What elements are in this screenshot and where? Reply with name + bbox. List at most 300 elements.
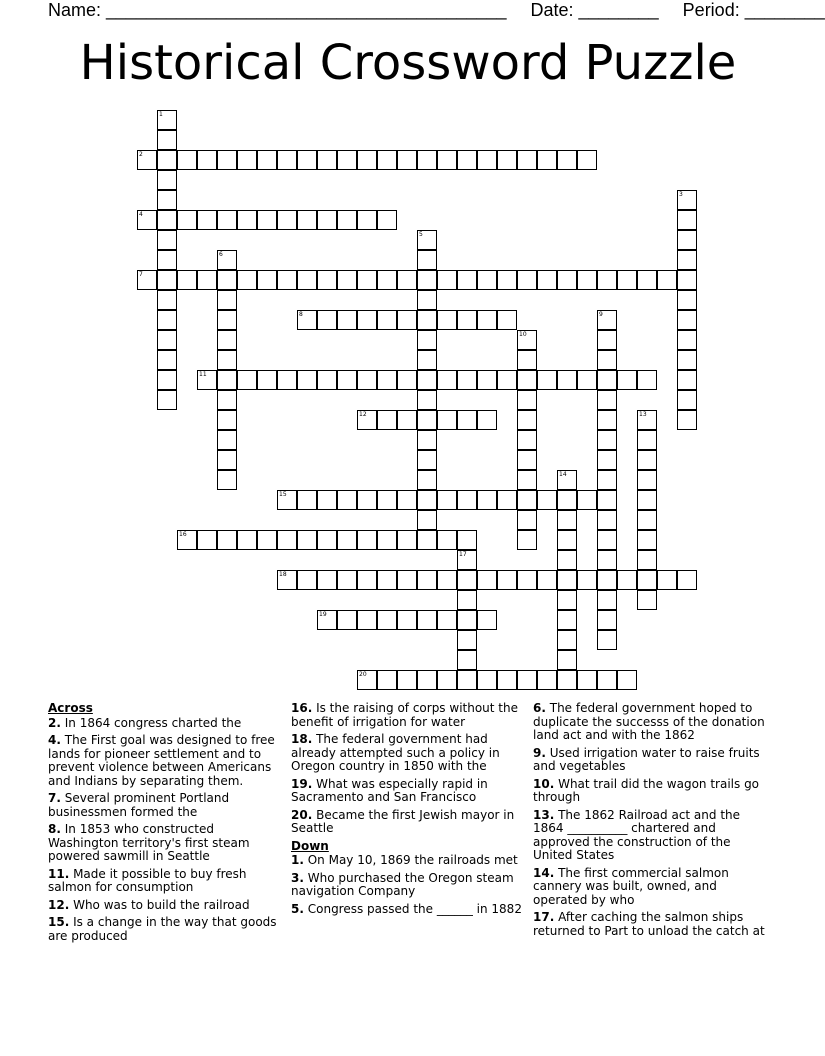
grid-cell[interactable] [597, 310, 617, 330]
grid-cell[interactable] [457, 410, 477, 430]
grid-cell[interactable] [497, 670, 517, 690]
grid-cell[interactable] [677, 410, 697, 430]
grid-cell[interactable] [457, 150, 477, 170]
grid-cell[interactable] [397, 150, 417, 170]
grid-cell[interactable] [637, 470, 657, 490]
grid-cell[interactable] [277, 370, 297, 390]
grid-cell[interactable] [617, 370, 637, 390]
grid-cell[interactable] [417, 330, 437, 350]
grid-cell[interactable] [137, 270, 157, 290]
grid-cell[interactable] [577, 570, 597, 590]
grid-cell[interactable] [597, 390, 617, 410]
grid-cell[interactable] [257, 530, 277, 550]
clue-number: 19. [291, 776, 313, 791]
grid-cell[interactable] [237, 210, 257, 230]
grid-cell[interactable] [477, 150, 497, 170]
grid-cell[interactable] [417, 410, 437, 430]
grid-cell[interactable] [377, 570, 397, 590]
grid-cell[interactable] [217, 410, 237, 430]
grid-cell[interactable] [577, 270, 597, 290]
grid-cell[interactable] [197, 210, 217, 230]
grid-cell[interactable] [557, 670, 577, 690]
clue-number: 18. [291, 732, 313, 746]
grid-cell[interactable] [277, 530, 297, 550]
grid-cell[interactable] [537, 370, 557, 390]
grid-cell[interactable] [417, 670, 437, 690]
clue-text: The federal government had already attempted such a policy in Oregon country in 1850 with the [291, 732, 500, 773]
grid-cell[interactable] [557, 490, 577, 510]
grid-cell[interactable] [137, 210, 157, 230]
grid-cell[interactable] [417, 230, 437, 250]
grid-cell[interactable] [337, 370, 357, 390]
grid-cell[interactable] [497, 370, 517, 390]
grid-cell[interactable] [297, 490, 317, 510]
grid-cell[interactable] [597, 630, 617, 650]
grid-cell[interactable] [217, 430, 237, 450]
grid-cell[interactable] [217, 290, 237, 310]
grid-cell[interactable] [397, 610, 417, 630]
grid-cell[interactable] [357, 310, 377, 330]
grid-cell[interactable] [477, 410, 497, 430]
grid-cell[interactable] [217, 370, 237, 390]
grid-cell[interactable] [597, 410, 617, 430]
grid-cell[interactable] [177, 150, 197, 170]
grid-cell[interactable] [317, 310, 337, 330]
clue-text: Who was to build the railroad [69, 897, 250, 912]
grid-cell[interactable] [317, 530, 337, 550]
grid-cell[interactable] [597, 430, 617, 450]
grid-cell[interactable] [497, 150, 517, 170]
grid-cell[interactable] [637, 430, 657, 450]
grid-cell[interactable] [357, 670, 377, 690]
grid-cell[interactable] [597, 670, 617, 690]
grid-cell[interactable] [537, 490, 557, 510]
grid-cell[interactable] [577, 370, 597, 390]
grid-cell[interactable] [157, 170, 177, 190]
grid-cell[interactable] [477, 490, 497, 510]
grid-cell[interactable] [357, 270, 377, 290]
cell-number: 4 [139, 211, 143, 218]
grid-cell[interactable] [597, 330, 617, 350]
grid-cell[interactable] [557, 370, 577, 390]
grid-cell[interactable] [597, 470, 617, 490]
grid-cell[interactable] [677, 270, 697, 290]
grid-cell[interactable] [597, 590, 617, 610]
grid-cell[interactable] [477, 670, 497, 690]
grid-cell[interactable] [397, 270, 417, 290]
grid-cell[interactable] [437, 310, 457, 330]
grid-cell[interactable] [637, 370, 657, 390]
grid-cell[interactable] [517, 410, 537, 430]
grid-cell[interactable] [617, 270, 637, 290]
grid-cell[interactable] [197, 530, 217, 550]
grid-cell[interactable] [417, 310, 437, 330]
grid-cell[interactable] [557, 270, 577, 290]
grid-cell[interactable] [677, 310, 697, 330]
grid-cell[interactable] [577, 670, 597, 690]
grid-cell[interactable] [517, 270, 537, 290]
grid-cell[interactable] [417, 610, 437, 630]
grid-cell[interactable] [157, 190, 177, 210]
grid-cell[interactable] [457, 570, 477, 590]
grid-cell[interactable] [677, 370, 697, 390]
grid-cell[interactable] [517, 330, 537, 350]
grid-cell[interactable] [417, 470, 437, 490]
grid-cell[interactable] [497, 270, 517, 290]
grid-cell[interactable] [677, 290, 697, 310]
grid-cell[interactable] [397, 530, 417, 550]
grid-cell[interactable] [677, 330, 697, 350]
grid-cell[interactable] [157, 310, 177, 330]
grid-cell[interactable] [357, 610, 377, 630]
cell-number: 7 [139, 271, 143, 278]
period-line[interactable]: ________ [744, 0, 825, 20]
grid-cell[interactable] [677, 350, 697, 370]
grid-cell[interactable] [517, 370, 537, 390]
grid-cell[interactable] [457, 490, 477, 510]
grid-cell[interactable] [377, 310, 397, 330]
grid-cell[interactable] [477, 570, 497, 590]
grid-cell[interactable] [497, 490, 517, 510]
grid-cell[interactable] [437, 490, 457, 510]
grid-cell[interactable] [277, 150, 297, 170]
grid-cell[interactable] [397, 490, 417, 510]
grid-cell[interactable] [157, 270, 177, 290]
grid-cell[interactable] [357, 410, 377, 430]
grid-cell[interactable] [617, 570, 637, 590]
grid-cell[interactable] [257, 370, 277, 390]
grid-cell[interactable] [417, 390, 437, 410]
grid-cell[interactable] [477, 270, 497, 290]
grid-cell[interactable] [417, 150, 437, 170]
grid-cell[interactable] [317, 490, 337, 510]
grid-cell[interactable] [317, 270, 337, 290]
grid-cell[interactable] [137, 150, 157, 170]
grid-cell[interactable] [457, 270, 477, 290]
grid-cell[interactable] [517, 390, 537, 410]
grid-cell[interactable] [637, 450, 657, 470]
cell-number: 2 [139, 151, 143, 158]
grid-cell[interactable] [257, 150, 277, 170]
grid-cell[interactable] [457, 530, 477, 550]
grid-cell[interactable] [217, 210, 237, 230]
grid-cell[interactable] [217, 350, 237, 370]
clue-list [291, 702, 523, 836]
grid-cell[interactable] [177, 530, 197, 550]
grid-cell[interactable] [157, 230, 177, 250]
grid-cell[interactable] [437, 270, 457, 290]
clue-list [48, 717, 284, 944]
grid-cell[interactable] [297, 530, 317, 550]
grid-cell[interactable] [457, 610, 477, 630]
grid-cell[interactable] [217, 270, 237, 290]
grid-cell[interactable] [457, 310, 477, 330]
cell-number: 9 [599, 311, 603, 318]
grid-cell[interactable] [177, 210, 197, 230]
period-label: Period: [682, 0, 740, 20]
grid-cell[interactable] [597, 490, 617, 510]
grid-cell[interactable] [417, 430, 437, 450]
grid-cell[interactable] [557, 610, 577, 630]
grid-cell[interactable] [497, 570, 517, 590]
grid-cell[interactable] [657, 570, 677, 590]
grid-cell[interactable] [297, 310, 317, 330]
grid-cell[interactable] [577, 150, 597, 170]
grid-cell[interactable] [217, 310, 237, 330]
grid-cell[interactable] [377, 210, 397, 230]
grid-cell[interactable] [337, 610, 357, 630]
grid-cell[interactable] [657, 270, 677, 290]
grid-cell[interactable] [397, 370, 417, 390]
grid-cell[interactable] [297, 150, 317, 170]
clue-text: Who purchased the Oregon steam navigation Company [291, 870, 514, 898]
grid-cell[interactable] [377, 610, 397, 630]
grid-cell[interactable] [217, 470, 237, 490]
grid-cell[interactable] [597, 450, 617, 470]
grid-cell[interactable] [677, 250, 697, 270]
grid-cell[interactable] [557, 470, 577, 490]
grid-cell[interactable] [477, 370, 497, 390]
grid-cell[interactable] [517, 490, 537, 510]
grid-cell[interactable] [677, 390, 697, 410]
grid-cell[interactable] [597, 570, 617, 590]
grid-cell[interactable] [397, 410, 417, 430]
clue-item [533, 778, 769, 805]
grid-cell[interactable] [317, 570, 337, 590]
grid-cell[interactable] [337, 310, 357, 330]
grid-cell[interactable] [637, 270, 657, 290]
grid-cell[interactable] [377, 490, 397, 510]
clue-text: Is a change in the way that goods are produced [48, 915, 277, 943]
grid-cell[interactable] [237, 370, 257, 390]
across-heading: Across [48, 701, 93, 715]
grid-cell[interactable] [217, 390, 237, 410]
grid-cell[interactable] [597, 610, 617, 630]
grid-cell[interactable] [417, 570, 437, 590]
grid-cell[interactable] [597, 370, 617, 390]
grid-cell[interactable] [257, 210, 277, 230]
grid-cell[interactable] [157, 130, 177, 150]
grid-cell[interactable] [217, 530, 237, 550]
grid-cell[interactable] [437, 410, 457, 430]
grid-cell[interactable] [557, 530, 577, 550]
clue-text: What was especially rapid in Sacramento and San Francisco [291, 776, 488, 804]
grid-cell[interactable] [417, 350, 437, 370]
grid-cell[interactable] [377, 410, 397, 430]
grid-cell[interactable] [277, 210, 297, 230]
grid-cell[interactable] [337, 530, 357, 550]
grid-cell[interactable] [477, 610, 497, 630]
grid-cell[interactable] [417, 510, 437, 530]
grid-cell[interactable] [337, 270, 357, 290]
grid-cell[interactable] [437, 610, 457, 630]
grid-cell[interactable] [437, 570, 457, 590]
grid-cell[interactable] [417, 250, 437, 270]
grid-cell[interactable] [157, 110, 177, 130]
grid-cell[interactable] [357, 530, 377, 550]
grid-cell[interactable] [677, 230, 697, 250]
grid-cell[interactable] [557, 650, 577, 670]
grid-cell[interactable] [417, 270, 437, 290]
grid-cell[interactable] [337, 150, 357, 170]
grid-cell[interactable] [437, 150, 457, 170]
grid-cell[interactable] [557, 550, 577, 570]
grid-cell[interactable] [637, 570, 657, 590]
grid-cell[interactable] [357, 150, 377, 170]
grid-cell[interactable] [637, 550, 657, 570]
clue-text: The first commercial salmon cannery was built, owned, and operated by who [533, 865, 729, 907]
clue-item [291, 809, 523, 836]
grid-cell[interactable] [457, 370, 477, 390]
grid-cell[interactable] [537, 570, 557, 590]
grid-cell[interactable] [217, 250, 237, 270]
grid-cell[interactable] [317, 610, 337, 630]
grid-cell[interactable] [437, 670, 457, 690]
clue-text: What trail did the wagon trails go through [533, 776, 760, 804]
grid-cell[interactable] [277, 490, 297, 510]
grid-cell[interactable] [317, 210, 337, 230]
grid-cell[interactable] [357, 490, 377, 510]
grid-cell[interactable] [197, 370, 217, 390]
cell-number: 1 [159, 111, 163, 118]
grid-cell[interactable] [157, 390, 177, 410]
grid-cell[interactable] [517, 470, 537, 490]
grid-cell[interactable] [337, 570, 357, 590]
grid-cell[interactable] [397, 570, 417, 590]
grid-cell[interactable] [257, 270, 277, 290]
name-line[interactable]: ________________________________________ [106, 0, 507, 20]
grid-cell[interactable] [617, 670, 637, 690]
grid-cell[interactable] [197, 150, 217, 170]
date-line[interactable]: ________ [578, 0, 659, 20]
grid-cell[interactable] [557, 630, 577, 650]
grid-cell[interactable] [437, 530, 457, 550]
clue-item [533, 747, 769, 774]
grid-cell[interactable] [457, 650, 477, 670]
grid-cell[interactable] [457, 630, 477, 650]
grid-cell[interactable] [677, 190, 697, 210]
grid-cell[interactable] [397, 310, 417, 330]
grid-cell[interactable] [517, 510, 537, 530]
grid-cell[interactable] [417, 290, 437, 310]
clue-number: 7. [48, 791, 61, 805]
grid-cell[interactable] [597, 270, 617, 290]
grid-cell[interactable] [537, 150, 557, 170]
grid-cell[interactable] [377, 530, 397, 550]
grid-cell[interactable] [297, 210, 317, 230]
grid-cell[interactable] [637, 410, 657, 430]
grid-cell[interactable] [417, 450, 437, 470]
clue-number: 3. [291, 870, 304, 885]
grid-cell[interactable] [417, 370, 437, 390]
grid-cell[interactable] [377, 670, 397, 690]
grid-cell[interactable] [637, 590, 657, 610]
grid-cell[interactable] [217, 150, 237, 170]
grid-cell[interactable] [637, 510, 657, 530]
grid-cell[interactable] [277, 570, 297, 590]
grid-cell[interactable] [157, 290, 177, 310]
grid-cell[interactable] [557, 510, 577, 530]
grid-cell[interactable] [157, 370, 177, 390]
grid-cell[interactable] [357, 370, 377, 390]
grid-cell[interactable] [597, 530, 617, 550]
clue-text: In 1853 who constructed Washington territory's first steam powered sawmill in Seattle [48, 822, 250, 863]
grid-cell[interactable] [597, 550, 617, 570]
grid-cell[interactable] [597, 350, 617, 370]
grid-cell[interactable] [517, 350, 537, 370]
grid-cell[interactable] [457, 550, 477, 570]
grid-cell[interactable] [557, 570, 577, 590]
grid-cell[interactable] [457, 590, 477, 610]
grid-cell[interactable] [377, 150, 397, 170]
grid-cell[interactable] [377, 370, 397, 390]
grid-cell[interactable] [317, 370, 337, 390]
grid-cell[interactable] [397, 670, 417, 690]
grid-cell[interactable] [277, 270, 297, 290]
grid-cell[interactable] [157, 210, 177, 230]
grid-cell[interactable] [557, 590, 577, 610]
grid-cell[interactable] [157, 350, 177, 370]
grid-cell[interactable] [177, 270, 197, 290]
grid-cell[interactable] [677, 210, 697, 230]
grid-cell[interactable] [517, 570, 537, 590]
grid-cell[interactable] [157, 150, 177, 170]
clue-number: 12. [48, 897, 70, 912]
grid-cell[interactable] [497, 310, 517, 330]
grid-cell[interactable] [357, 570, 377, 590]
grid-cell[interactable] [637, 530, 657, 550]
grid-cell[interactable] [597, 510, 617, 530]
grid-cell[interactable] [677, 570, 697, 590]
grid-cell[interactable] [557, 150, 577, 170]
grid-cell[interactable] [477, 310, 497, 330]
grid-cell[interactable] [297, 270, 317, 290]
grid-cell[interactable] [317, 150, 337, 170]
grid-cell[interactable] [517, 530, 537, 550]
grid-cell[interactable] [437, 370, 457, 390]
clue-item [48, 717, 284, 731]
grid-cell[interactable] [337, 210, 357, 230]
grid-cell[interactable] [237, 270, 257, 290]
grid-cell[interactable] [337, 490, 357, 510]
grid-cell[interactable] [357, 210, 377, 230]
grid-cell[interactable] [237, 150, 257, 170]
clue-text: The 1862 Railroad act and the 1864 __________ chartered and approved the construction of the United States [533, 807, 741, 862]
grid-cell[interactable] [517, 450, 537, 470]
grid-cell[interactable] [297, 570, 317, 590]
grid-cell[interactable] [297, 370, 317, 390]
cell-number: 3 [679, 191, 683, 198]
grid-cell[interactable] [217, 330, 237, 350]
grid-cell[interactable] [577, 490, 597, 510]
grid-cell[interactable] [537, 670, 557, 690]
grid-cell[interactable] [237, 530, 257, 550]
grid-cell[interactable] [197, 270, 217, 290]
grid-cell[interactable] [417, 530, 437, 550]
grid-cell[interactable] [517, 150, 537, 170]
clue-item [48, 734, 284, 788]
grid-cell[interactable] [157, 250, 177, 270]
grid-cell[interactable] [457, 670, 477, 690]
grid-cell[interactable] [217, 450, 237, 470]
grid-cell[interactable] [637, 490, 657, 510]
grid-cell[interactable] [517, 430, 537, 450]
grid-cell[interactable] [377, 270, 397, 290]
grid-cell[interactable] [417, 490, 437, 510]
grid-cell[interactable] [537, 270, 557, 290]
grid-cell[interactable] [157, 330, 177, 350]
grid-cell[interactable] [517, 670, 537, 690]
